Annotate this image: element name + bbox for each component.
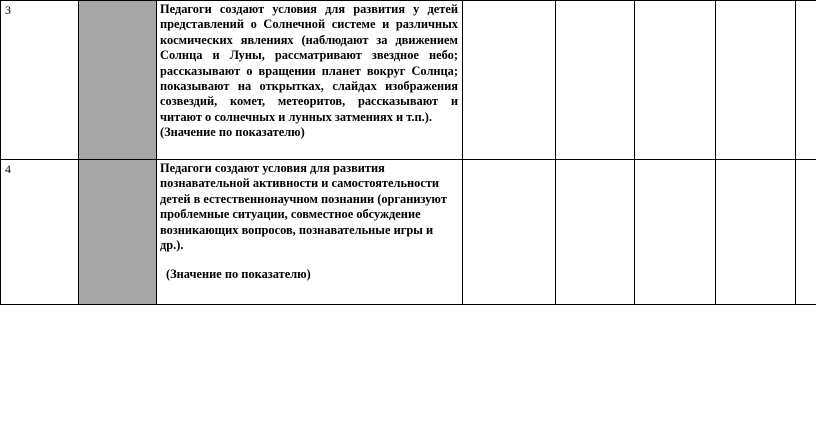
shaded-cell (79, 160, 157, 305)
table-row (1, 1, 816, 160)
indicator-description-cell (157, 160, 463, 305)
indicator-description: Педагоги создают условия для развития у детей представлений о Солнечной системе и различных космических явлениях (наблюдают за движением Солнца и Луны, рассматривают звездное небо; рассказывают о вращении планет вокруг Солнца; показывают на открытках, слайдах изображения созвездий, комет, метеоритов, рассказывают и читают о солнечных и лунных затмениях и т.п.). (160, 2, 458, 124)
score-cell[interactable] (796, 1, 816, 160)
row-number: 4 (1, 160, 79, 305)
table-row (1, 160, 816, 305)
score-cell[interactable] (635, 160, 716, 305)
score-cell[interactable] (463, 160, 556, 305)
row-number: 3 (1, 1, 79, 160)
score-cell[interactable] (556, 1, 635, 160)
score-cell[interactable] (716, 160, 796, 305)
score-cell[interactable] (635, 1, 716, 160)
indicator-description-cell (157, 1, 463, 160)
score-cell[interactable] (796, 160, 816, 305)
score-cell[interactable] (716, 1, 796, 160)
shaded-cell (79, 1, 157, 160)
score-cell[interactable] (556, 160, 635, 305)
indicator-description: Педагоги создают условия для развития познавательной активности и самостоятельности детей в естественнонаучном познании (организуют проблемные ситуации, совместное обсуждение возникающих вопросов, познавательные игры и др.). (160, 161, 447, 253)
indicator-note: (Значение по показателю) (160, 125, 305, 140)
score-cell[interactable] (463, 1, 556, 160)
indicator-note: (Значение по показателю) (166, 267, 311, 282)
